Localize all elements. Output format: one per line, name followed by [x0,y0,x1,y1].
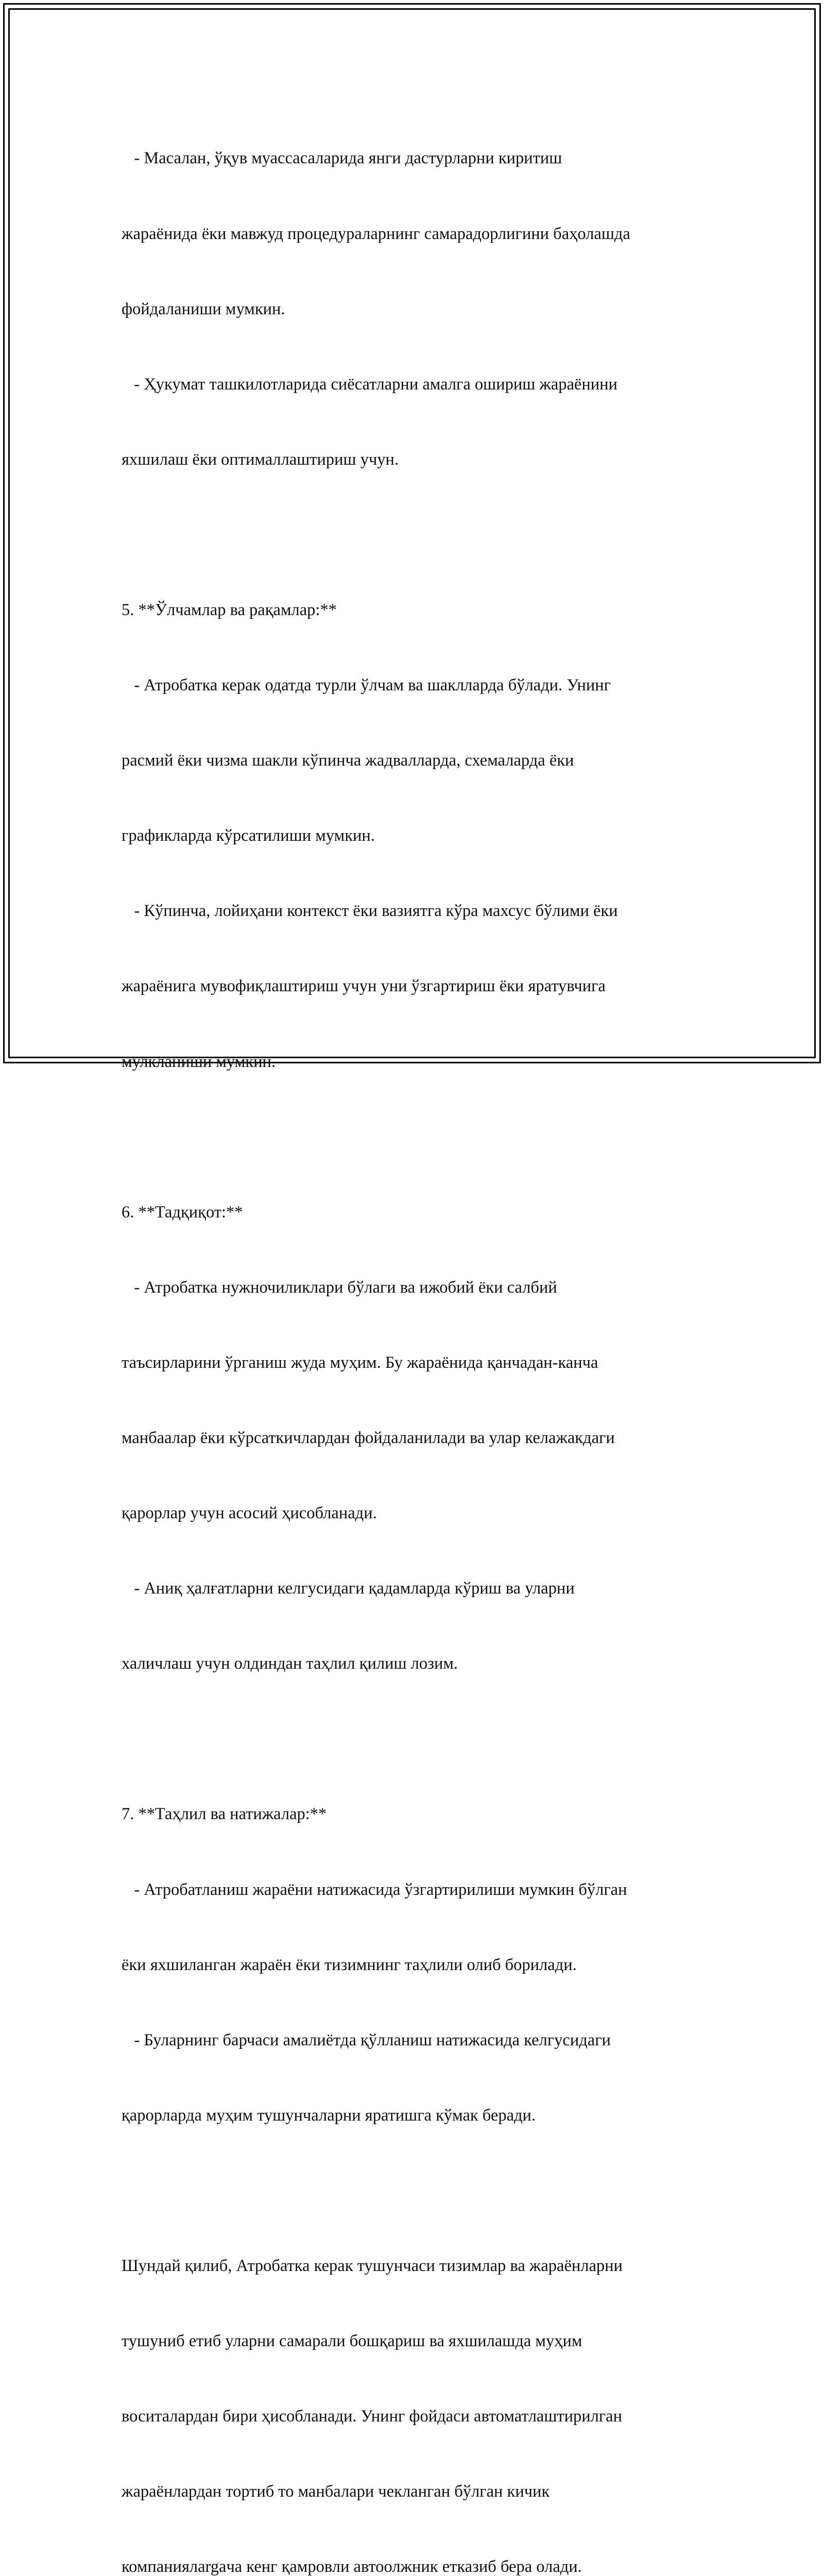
text-line: қарорлар учун асосий ҳисобланади. [122,1504,377,1523]
section-heading: 5. **Ўлчамлар ва рақамлар:** [122,600,337,619]
text-line: жараёнига мувофиқлаштириш учун уни ўзгартириш ёки яратувчига [122,977,606,996]
document-body [122,96,729,2576]
text-line: яхшилаш ёки оптималлаштириш учун. [122,450,399,469]
text-line: жараёнида ёки мавжуд процедураларнинг самарадорлигини баҳолашда [122,224,630,243]
text-line: - Аниқ ҳалғатларни келгусидаги қадамларда кўриш ва уларни [122,1579,575,1598]
conclusion-line: тушуниб етиб уларни самарали бошқариш ва яхшилашда муҳим [122,2332,582,2351]
text-line: фойдаланиши мумкин. [122,299,285,318]
conclusion-line: Шундай қилиб, Атробатка керак тушунчаси тизимлар ва жараёнларни [122,2257,623,2276]
conclusion-line: жараёнлардан тортиб то манбалари чекланган бўлган кичик [122,2482,550,2501]
text-line: қарорларда муҳим тушунчаларни яратишга кўмак беради. [122,2106,536,2125]
text-line: таъсирларини ўрганиш жуда муҳим. Бу жараёнида қанчадан-канча [122,1353,598,1372]
paragraph-gap [122,1726,729,1752]
text-line: манбаалар ёки кўрсаткичлардан фойдаланилади ва улар келажакдаги [122,1429,615,1447]
text-line: мулкланиши мумкин. [122,1052,276,1071]
text-line: - Ҳукумат ташкилотларида сиёсатларни амалга ошириш жараёнини [122,375,617,394]
text-line: графикларда кўрсатилиши мумкин. [122,826,375,845]
text-line: халичлаш учун олдиндан таҳлил қилиш лозим. [122,1654,458,1673]
text-line: - Атробатланиш жараёни натижасида ўзгартирилиши мумкин бўлган [122,1880,627,1899]
paragraph-gap [122,522,729,548]
paragraph-gap [122,2178,729,2204]
section-heading: 6. **Тадқиқот:** [122,1202,243,1222]
conclusion-line: воситалардан бири ҳисобланади. Унинг фойдаси автоматлаштирилган [122,2407,622,2426]
text-line: - Атробатка нужночиликлари бўлаги ва ижобий ёки салбий [122,1278,557,1297]
text-line: расмий ёки чизма шакли кўпинча жадвалларда, схемаларда ёки [122,751,574,770]
text-line: ёки яхшиланган жараён ёки тизимнинг таҳлили олиб борилади. [122,1955,577,1974]
text-line: - Масалан, ўқув муассасаларида янги дастурларни киритиш [122,149,562,168]
text-line: - Буларнинг барчаси амалиётда қўлланиш натижасида келгусидаги [122,2030,611,2049]
text-line: - Кўпинча, лойиҳани контекст ёки вазиятга кўра махсус бўлими ёки [122,902,618,921]
section-heading: 7. **Таҳлил ва натижалар:** [122,1805,327,1824]
paragraph-gap [122,1125,729,1150]
conclusion-line: компаниялargaча кенг қамровли автоолжник етказиб бера олади. [122,2557,582,2576]
text-line: - Атробатка керак одатда турли ўлчам ва шаклларда бўлади. Унинг [122,676,611,695]
